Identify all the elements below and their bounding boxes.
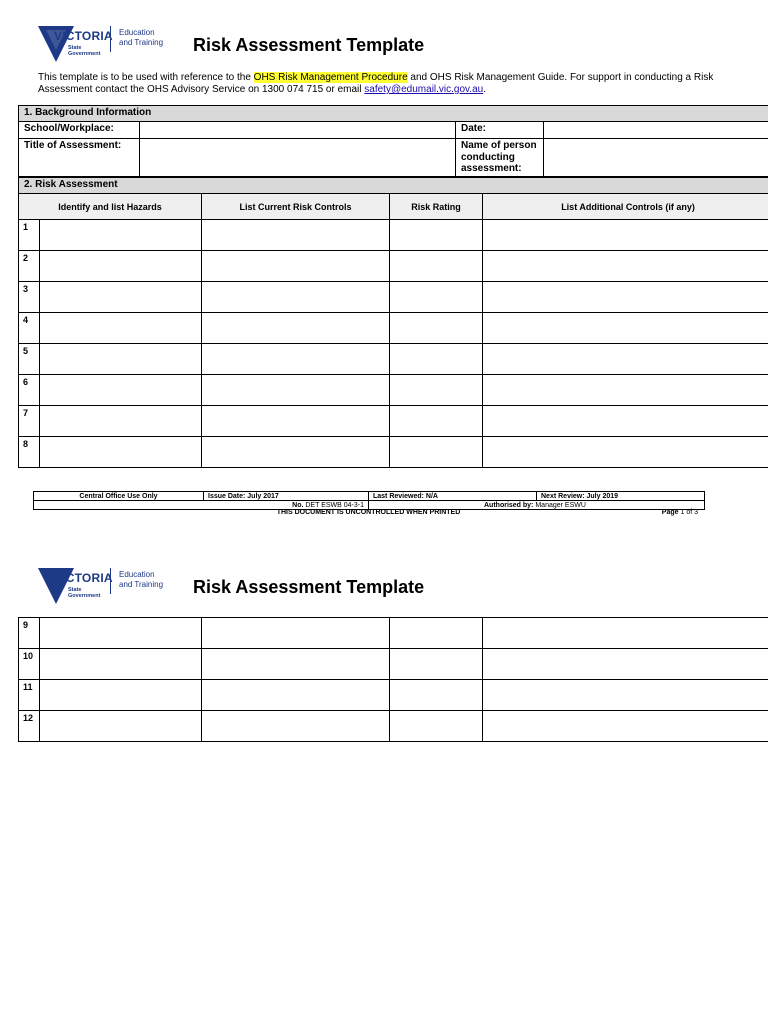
page-number: Page 1 of 3	[661, 509, 698, 516]
logo-word: VICTORIA	[54, 571, 113, 585]
additional-controls-cell[interactable]	[483, 375, 768, 406]
risk-rating-cell[interactable]	[390, 251, 483, 282]
current-controls-cell[interactable]	[202, 220, 390, 251]
additional-controls-cell[interactable]	[483, 437, 768, 468]
school-label: School/Workplace:	[19, 122, 140, 139]
additional-controls-cell[interactable]	[483, 649, 768, 680]
hazard-cell[interactable]	[40, 406, 202, 437]
additional-controls-cell[interactable]	[483, 711, 768, 742]
issue-date: Issue Date: July 2017	[204, 492, 369, 501]
hazard-cell[interactable]	[40, 344, 202, 375]
column-header-hazards: Identify and list Hazards	[19, 194, 202, 220]
hazard-cell[interactable]	[40, 375, 202, 406]
last-reviewed: Last Reviewed: N/A	[369, 492, 537, 501]
background-information-table	[18, 105, 768, 177]
hazard-cell[interactable]	[40, 618, 202, 649]
additional-controls-cell[interactable]	[483, 251, 768, 282]
row-number: 4	[19, 313, 40, 344]
row-number: 12	[19, 711, 40, 742]
column-header-risk-rating: Risk Rating	[390, 194, 483, 220]
hazard-cell[interactable]	[40, 649, 202, 680]
table-row	[19, 313, 768, 344]
current-controls-cell[interactable]	[202, 711, 390, 742]
education-training-label: Education and Training	[119, 28, 164, 47]
risk-rating-cell[interactable]	[390, 680, 483, 711]
row-number: 6	[19, 375, 40, 406]
row-number: 10	[19, 649, 40, 680]
next-review: Next Review: July 2019	[537, 492, 705, 501]
current-controls-cell[interactable]	[202, 680, 390, 711]
row-number: 3	[19, 282, 40, 313]
risk-assessment-table	[18, 177, 768, 468]
section-heading: 2. Risk Assessment	[19, 178, 768, 194]
table-row	[19, 344, 768, 375]
victoria-v-logo-icon	[36, 24, 113, 64]
risk-rating-cell[interactable]	[390, 437, 483, 468]
logo-sub: State Government	[68, 45, 101, 57]
row-number: 9	[19, 618, 40, 649]
hazard-cell[interactable]	[40, 711, 202, 742]
risk-rating-cell[interactable]	[390, 711, 483, 742]
education-training-label: Education and Training	[119, 570, 164, 589]
table-row	[19, 375, 768, 406]
table-row	[19, 649, 768, 680]
page-header	[36, 566, 424, 606]
table-row	[19, 618, 768, 649]
section-heading: 1. Background Information	[19, 106, 768, 122]
additional-controls-cell[interactable]	[483, 618, 768, 649]
table-row	[19, 680, 768, 711]
additional-controls-cell[interactable]	[483, 406, 768, 437]
person-label: Name of person conducting assessment:	[456, 139, 544, 177]
logo-word: VICTORIA	[54, 29, 113, 43]
additional-controls-cell[interactable]	[483, 344, 768, 375]
intro-paragraph: This template is to be used with reference to the OHS Risk Management Procedure and OHS Risk Management Guide. For support in conducting a Risk Assessment contact the OHS Advisory Service on 1300 074 715 or email safety@edumail.vic.gov.au.	[38, 72, 714, 95]
row-number: 1	[19, 220, 40, 251]
current-controls-cell[interactable]	[202, 406, 390, 437]
row-number: 5	[19, 344, 40, 375]
row-number: 2	[19, 251, 40, 282]
page-title: Risk Assessment Template	[193, 34, 425, 55]
risk-assessment-table-continued	[18, 617, 768, 742]
table-row	[19, 406, 768, 437]
title-label: Title of Assessment:	[19, 139, 140, 177]
hazard-cell[interactable]	[40, 220, 202, 251]
authorised-by: Authorised by: Manager ESWU	[369, 501, 705, 510]
column-header-current-controls: List Current Risk Controls	[202, 194, 390, 220]
current-controls-cell[interactable]	[202, 437, 390, 468]
current-controls-cell[interactable]	[202, 618, 390, 649]
victoria-v-logo-icon	[36, 566, 113, 606]
page-title: Risk Assessment Template	[193, 576, 425, 597]
school-field[interactable]	[140, 122, 456, 139]
date-field[interactable]	[544, 122, 768, 139]
hazard-cell[interactable]	[40, 251, 202, 282]
hazard-cell[interactable]	[40, 437, 202, 468]
current-controls-cell[interactable]	[202, 313, 390, 344]
row-number: 11	[19, 680, 40, 711]
hazard-cell[interactable]	[40, 282, 202, 313]
person-field[interactable]	[544, 139, 768, 177]
hazard-cell[interactable]	[40, 680, 202, 711]
table-row	[19, 437, 768, 468]
page-header	[36, 24, 424, 64]
uncontrolled-notice: THIS DOCUMENT IS UNCONTROLLED WHEN PRINTED	[276, 509, 461, 516]
title-field[interactable]	[140, 139, 456, 177]
additional-controls-cell[interactable]	[483, 282, 768, 313]
document-number: No. DET ESWB 04-3-1	[34, 501, 369, 510]
document-footer	[33, 491, 705, 510]
date-label: Date:	[456, 122, 544, 139]
row-number: 7	[19, 406, 40, 437]
risk-rating-cell[interactable]	[390, 313, 483, 344]
table-row	[19, 711, 768, 742]
current-controls-cell[interactable]	[202, 251, 390, 282]
additional-controls-cell[interactable]	[483, 220, 768, 251]
risk-rating-cell[interactable]	[390, 618, 483, 649]
risk-rating-cell[interactable]	[390, 375, 483, 406]
current-controls-cell[interactable]	[202, 344, 390, 375]
table-row	[19, 220, 768, 251]
email-link[interactable]: safety@edumail.vic.gov.au	[364, 84, 484, 95]
risk-rating-cell[interactable]	[390, 220, 483, 251]
additional-controls-cell[interactable]	[483, 313, 768, 344]
column-header-additional-controls: List Additional Controls (if any)	[483, 194, 768, 220]
current-controls-cell[interactable]	[202, 649, 390, 680]
table-row	[19, 251, 768, 282]
victoria-logo	[36, 24, 179, 64]
hazard-cell[interactable]	[40, 313, 202, 344]
logo-sub: State Government	[68, 587, 101, 599]
procedure-link[interactable]: OHS Risk Management Procedure	[253, 72, 408, 83]
current-controls-cell[interactable]	[202, 375, 390, 406]
additional-controls-cell[interactable]	[483, 680, 768, 711]
risk-rating-cell[interactable]	[390, 649, 483, 680]
row-number: 8	[19, 437, 40, 468]
risk-rating-cell[interactable]	[390, 406, 483, 437]
victoria-logo	[36, 566, 179, 606]
risk-rating-cell[interactable]	[390, 344, 483, 375]
risk-rating-cell[interactable]	[390, 282, 483, 313]
table-row	[19, 282, 768, 313]
central-office-label: Central Office Use Only	[34, 492, 204, 501]
current-controls-cell[interactable]	[202, 282, 390, 313]
